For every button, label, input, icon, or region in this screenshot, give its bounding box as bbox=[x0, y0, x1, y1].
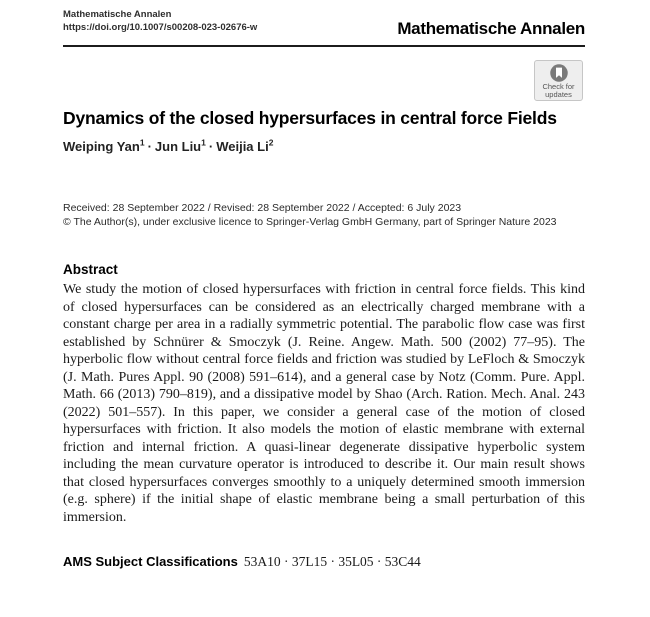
author-name: Weiping Yan bbox=[63, 139, 140, 154]
check-for-updates-badge[interactable] bbox=[534, 60, 583, 101]
abstract-heading: Abstract bbox=[63, 262, 118, 277]
header-rule bbox=[63, 45, 585, 47]
author bbox=[155, 139, 206, 154]
author-list bbox=[63, 139, 273, 154]
author-name: Jun Liu bbox=[154, 139, 202, 154]
article-title: Dynamics of the closed hypersurfaces in central force Fields bbox=[63, 107, 557, 128]
badge-label-line1: Check for bbox=[542, 82, 575, 91]
journal-name-small: Mathematische Annalen bbox=[63, 9, 172, 20]
ams-classifications bbox=[63, 554, 421, 570]
bookmark-circle-icon bbox=[549, 63, 569, 83]
author-separator: · bbox=[208, 139, 214, 154]
ams-label: AMS Subject Classifications bbox=[63, 554, 238, 569]
article-history: Received: 28 September 2022 / Revised: 28 September 2022 / Accepted: 6 July 2023 bbox=[63, 202, 462, 214]
author-separator: · bbox=[147, 139, 152, 154]
badge-label bbox=[535, 83, 582, 99]
affiliation-mark: 1 bbox=[139, 137, 145, 148]
running-head bbox=[63, 9, 257, 34]
abstract-text: We study the motion of closed hypersurfaces with friction in central force fields. This kind of closed hypersurfaces can be considered as an electrically charged membrane with a constant charge per area in a radially symmetric potential. The parabolic flow case was first established by Schnürer & Smoczyk (J. Reine. Angew. Math. 500 (2002) 77–95). The hyperbolic flow without central force fields and friction was studied by LeFloch & Smoczyk (J. Math. Pures Appl. 90 (2008) 591–614), and a general case by Notz (Comm. Pure. Appl. Math. 66 (2013) 790–819), and a dissipative model by Shao (Arch. Ration. Mech. Anal. 243 (2022) 501–557). In this paper, we consider a general case of the motion of closed hypersurfaces with friction. It also models the motion of elastic membrane with external friction and internal friction. A quasi-linear degenerate dissipative hyperbolic system including the mean curvature operator is introduced to describe it. Our main result shows that closed hypersurfaces converges smoothly to a uniquely determined smooth immersion (e.g. sphere) if the initial shape of elastic membrane being a small perturbation of this immersion. bbox=[63, 282, 585, 525]
author bbox=[216, 139, 273, 154]
affiliation-mark: 2 bbox=[268, 137, 274, 148]
author-name: Weijia Li bbox=[216, 139, 269, 154]
badge-label-line2: updates bbox=[545, 90, 572, 99]
abstract-section bbox=[63, 262, 585, 526]
affiliation-mark: 1 bbox=[201, 137, 206, 148]
doi-text: https://doi.org/10.1007/s00208-023-02676-w bbox=[63, 21, 258, 33]
copyright-line: © The Author(s), under exclusive licence to Springer-Verlag GmbH Germany, part of Springer Nature 2023 bbox=[63, 216, 557, 228]
author bbox=[63, 139, 145, 154]
ams-codes: 53A10 · 37L15 · 35L05 · 53C44 bbox=[243, 554, 421, 569]
journal-masthead: Mathematische Annalen bbox=[397, 19, 585, 38]
